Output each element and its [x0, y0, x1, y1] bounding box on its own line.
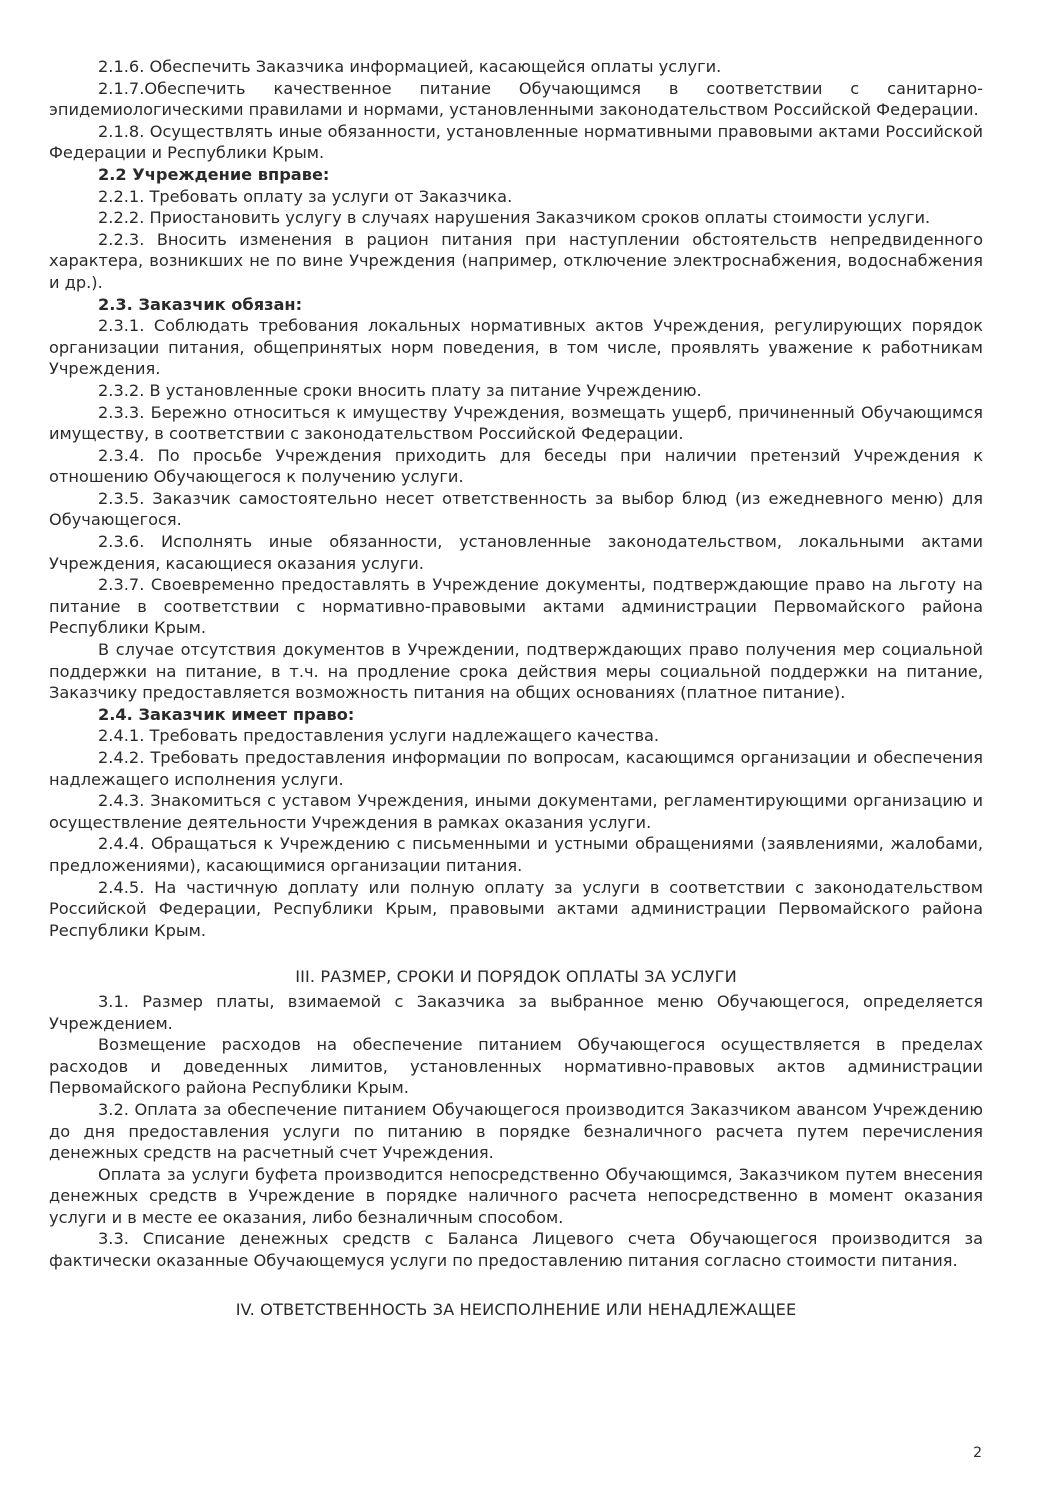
clause-2-3-1: 2.3.1. Соблюдать требования локальных нормативных актов Учреждения, регулирующих порядок организации питания, общепринятых норм поведения, в том числе, проявлять уважение к работникам Учреждения.	[49, 316, 983, 379]
clause-2-1-6: 2.1.6. Обеспечить Заказчика информацией, касающейся оплаты услуги.	[98, 57, 722, 76]
clause-2-4-5: 2.4.5. На частичную доплату или полную оплату за услуги в соответствии с законодательством Российской Федерации, Республики Крым, правовыми актами администрации Первомайского района Республики Крым.	[49, 877, 983, 940]
clause-2-3-7: 2.3.7. Своевременно предоставлять в Учреждение документы, подтверждающие право на льготу на питание в соответствии с нормативно-правовыми актами администрации Первомайского района Республики Крым.	[49, 575, 983, 638]
clause-2-3-2: 2.3.2. В установленные сроки вносить плату за питание Учреждению.	[98, 380, 702, 400]
clause-2-4-3: 2.4.3. Знакомиться с уставом Учреждения, иными документами, регламентирующими организацию и осуществление деятельности Учреждения в рамках оказания услуги.	[49, 791, 983, 832]
clause-3-2: 3.2. Оплата за обеспечение питанием Обучающегося производится Заказчиком авансом Учреждению до дня предоставления услуги по питанию в порядке безналичного расчета путем перечисления денежных средств на расчетный счет Учреждения.	[49, 1099, 983, 1163]
clause-2-4-4: 2.4.4. Обращаться к Учреждению с письменными и устными обращениями (заявлениями, жалобами, предложениями), касающимися организации питания.	[49, 834, 983, 875]
clause-2-3-6: 2.3.6. Исполнять иные обязанности, установленные законодательством, локальными актами Учреждения, касающиеся оказания услуги.	[49, 532, 983, 573]
clause-2-3-5: 2.3.5. Заказчик самостоятельно несет ответственность за выбор блюд (из ежедневного меню) для Обучающегося.	[49, 488, 983, 530]
clause-2-1-7: 2.1.7.Обеспечить качественное питание Обучающимся в соответствии с санитарно-эпидемиологическими правилами и нормами, установленными законодательством Российской Федерации.	[49, 78, 983, 120]
clause-3-3: 3.3. Списание денежных средств с Баланса Лицевого счета Обучающегося производится за фактически оказанные Обучающемуся услуги по предоставлению питания согласно стоимости питания.	[49, 1229, 983, 1271]
clause-2-2-3: 2.2.3. Вносить изменения в рацион питания при наступлении обстоятельств непредвиденного характера, возникших не по вине Учреждения (например, отключение электроснабжения, водоснабжения и др.).	[49, 229, 983, 292]
clause-3-2-note: Оплата за услуги буфета производится непосредственно Обучающимся, Заказчиком путем внесения денежных средств в Учреждение в порядке наличного расчета непосредственно в момент оказания услуги и в месте ее оказания, либо безналичным способом.	[49, 1164, 983, 1227]
document-body	[49, 56, 983, 1320]
section-title-3: III. РАЗМЕР, СРОКИ И ПОРЯДОК ОПЛАТЫ ЗА УСЛУГИ	[295, 967, 737, 987]
clause-3-1-note: Возмещение расходов на обеспечение питанием Обучающегося осуществляется в пределах расходов и доведенных лимитов, установленных нормативно-правовых актов администрации Первомайского района Республики Крым.	[49, 1035, 983, 1098]
clause-2-3-4: 2.3.4. По просьбе Учреждения приходить для беседы при наличии претензий Учреждения к отношению Обучающегося к получению услуги.	[49, 445, 983, 487]
heading-2-3: 2.3. Заказчик обязан:	[98, 294, 303, 314]
clause-2-3-3: 2.3.3. Бережно относиться к имуществу Учреждения, возмещать ущерб, причиненный Обучающимся имуществу, в соответствии с законодательством Российской Федерации.	[49, 402, 983, 444]
heading-2-2: 2.2 Учреждение вправе:	[98, 164, 330, 184]
clause-2-1-8: 2.1.8. Осуществлять иные обязанности, установленные нормативными правовыми актами Российской Федерации и Республики Крым.	[49, 121, 983, 163]
heading-2-4: 2.4. Заказчик имеет право:	[98, 704, 355, 724]
clause-2-4-2: 2.4.2. Требовать предоставления информации по вопросам, касающимся организации и обеспечения надлежащего исполнения услуги.	[49, 748, 983, 789]
clause-2-4-1: 2.4.1. Требовать предоставления услуги надлежащего качества.	[98, 726, 660, 746]
clause-2-2-1: 2.2.1. Требовать оплату за услуги от Заказчика.	[98, 186, 513, 206]
clause-3-1: 3.1. Размер платы, взимаемой с Заказчика за выбранное меню Обучающегося, определяется Учреждением.	[49, 991, 983, 1033]
clause-2-2-2: 2.2.2. Приостановить услугу в случаях нарушения Заказчиком сроков оплаты стоимости услуги.	[98, 208, 931, 228]
page-number: 2	[973, 1445, 982, 1461]
section-title-4: IV. ОТВЕТСТВЕННОСТЬ ЗА НЕИСПОЛНЕНИЕ ИЛИ НЕНАДЛЕЖАЩЕЕ	[235, 1299, 797, 1319]
clause-2-3-7-note: В случае отсутствия документов в Учреждении, подтверждающих право получения мер социальной поддержки на питание, в т.ч. на продление срока действия меры социальной поддержки на питание, Заказчику предоставляется возможность питания на общих основаниях (платное питание).	[49, 640, 983, 703]
